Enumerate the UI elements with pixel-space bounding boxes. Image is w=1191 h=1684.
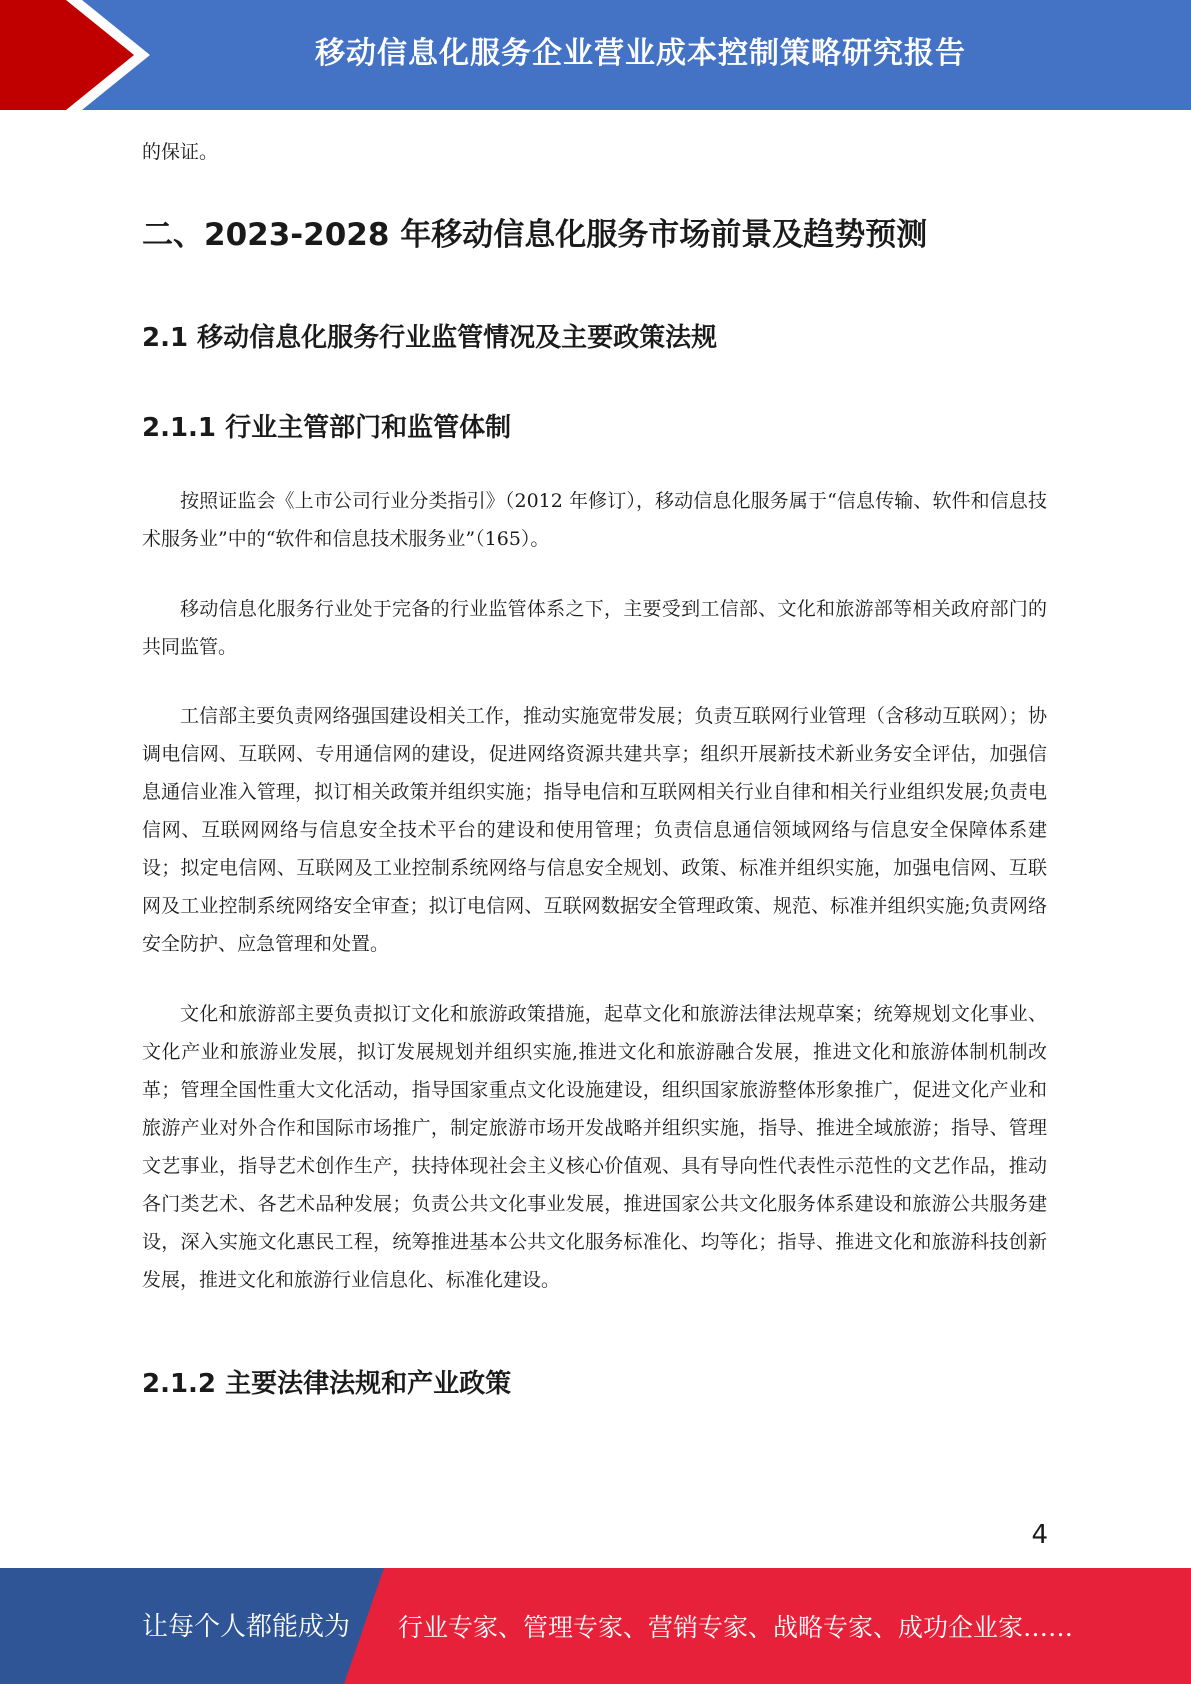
lead-text: 的保证。: [142, 141, 219, 163]
report-title: 移动信息化服务企业营业成本控制策略研究报告: [315, 36, 966, 71]
footer-slogan-left: 让每个人都能成为: [142, 1612, 351, 1642]
page-number: 4: [1031, 1520, 1048, 1550]
section-title: 二、2023-2028 年移动信息化服务市场前景及趋势预测: [142, 217, 928, 253]
page-header: [0, 0, 1191, 110]
subsection-heading-2-1-1: 2.1.1 行业主管部门和监管体制: [142, 413, 512, 443]
paragraph: 文化和旅游部主要负责拟订文化和旅游政策措施，起草文化和旅游法律法规草案；统筹规划文化事业、文化产业和旅游业发展，拟订发展规划并组织实施,推进文化和旅游融合发展，推进文化和旅游体制机制改革；管理全国性重大文化活动，指导国家重点文化设施建设，组织国家旅游整体形象推广，促进文化产业和旅游产业对外合作和国际市场推广，制定旅游市场开发战略并组织实施，指导、推进全域旅游；指导、管理文艺事业，指导艺术创作生产，扶持体现社会主义核心价值观、具有导向性代表性示范性的文艺作品，推动各门类艺术、各艺术品种发展；负责公共文化事业发展，推进国家公共文化服务体系建设和旅游公共服务建设，深入实施文化惠民工程，统筹推进基本公共文化服务标准化、均等化；指导、推进文化和旅游科技创新发展，推进文化和旅游行业信息化、标准化建设。: [142, 1003, 1047, 1291]
paragraph: 工信部主要负责网络强国建设相关工作，推动实施宽带发展；负责互联网行业管理（含移动互联网）；协调电信网、互联网、专用通信网的建设，促进网络资源共建共享；组织开展新技术新业务安全评估，加强信息通信业准入管理，拟订相关政策并组织实施；指导电信和互联网相关行业自律和相关行业组织发展;负责电信网、互联网网络与信息安全技术平台的建设和使用管理；负责信息通信领域网络与信息安全保障体系建设；拟定电信网、互联网及工业控制系统网络与信息安全规划、政策、标准并组织实施，加强电信网、互联网及工业控制系统网络安全审查；拟订电信网、互联网数据安全管理政策、规范、标准并组织实施;负责网络安全防护、应急管理和处置。: [142, 705, 1047, 955]
page-footer: [0, 1568, 1191, 1684]
paragraph: 移动信息化服务行业处于完备的行业监管体系之下，主要受到工信部、文化和旅游部等相关政府部门的共同监管。: [142, 598, 1047, 658]
footer-slogan-right: 行业专家、管理专家、营销专家、战略专家、成功企业家……: [398, 1613, 1074, 1642]
paragraph: 按照证监会《上市公司行业分类指引》（2012 年修订），移动信息化服务属于“信息传输、软件和信息技术服务业”中的“软件和信息技术服务业”（165）。: [142, 490, 1047, 550]
subsection-heading-2-1-2: 2.1.2 主要法律法规和产业政策: [142, 1369, 512, 1399]
subsection-heading-2-1: 2.1 移动信息化服务行业监管情况及主要政策法规: [142, 323, 718, 353]
